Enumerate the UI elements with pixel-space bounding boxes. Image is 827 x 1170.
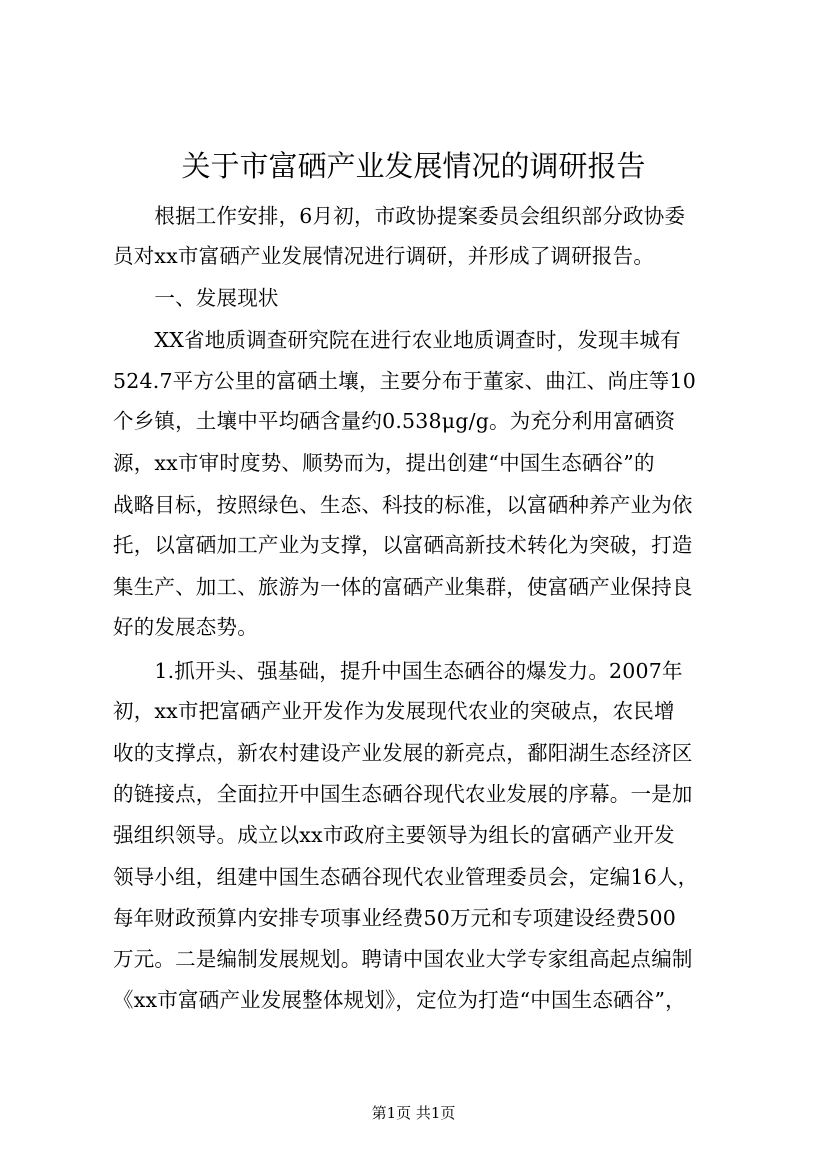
body-line: 员对xx市富硒产业发展情况进行调研，并形成了调研报告。 <box>113 244 655 268</box>
body-line: XX省地质调查研究院在进行农业地质调查时，发现丰城有 <box>113 328 681 352</box>
body-line: 收的支撑点，新农村建设产业发展的新亮点，鄱阳湖生态经济区 <box>113 741 693 765</box>
body-line: 好的发展态势。 <box>113 615 258 639</box>
body-line: 根据工作安排，6月初，市政协提案委员会组织部分政协委 <box>113 204 686 228</box>
body-line: 1.抓开头、强基础，提升中国生态硒谷的爆发力。2007年 <box>113 659 683 683</box>
body-line: 的链接点，全面拉开中国生态硒谷现代农业发展的序幕。一是加 <box>113 782 693 806</box>
body-line: 每年财政预算内安排专项事业经费50万元和专项建设经费500 <box>113 906 677 930</box>
body-line: 万元。二是编制发展规划。聘请中国农业大学专家组高起点编制 <box>113 947 693 971</box>
body-line: 初，xx市把富硒产业开发作为发展现代农业的突破点，农民增 <box>113 699 675 723</box>
section-heading: 一、发展现状 <box>113 286 279 310</box>
body-line: 524.7平方公里的富硒土壤，主要分布于董家、曲江、尚庄等10 <box>113 369 696 393</box>
body-line: 领导小组，组建中国生态硒谷现代农业管理委员会，定编16人， <box>113 865 699 889</box>
body-line: 《xx市富硒产业发展整体规划》，定位为打造“中国生态硒谷”， <box>113 988 686 1012</box>
body-line: 强组织领导。成立以xx市政府主要领导为组长的富硒产业开发 <box>113 823 675 847</box>
body-line: 战略目标，按照绿色、生态、科技的标准，以富硒种养产业为依 <box>113 493 693 517</box>
body-line: 个乡镇，土壤中平均硒含量约0.538μg/g。为充分利用富硒资 <box>113 409 676 433</box>
document-title: 关于市富硒产业发展情况的调研报告 <box>181 149 646 183</box>
body-line: 源，xx市审时度势、顺势而为，提出创建“中国生态硒谷”的 <box>113 451 655 475</box>
body-line: 托，以富硒加工产业为支撑，以富硒高新技术转化为突破，打造 <box>113 533 693 557</box>
page-footer: 第1页 共1页 <box>371 1104 456 1122</box>
body-line: 集生产、加工、旅游为一体的富硒产业集群，使富硒产业保持良 <box>113 575 693 599</box>
